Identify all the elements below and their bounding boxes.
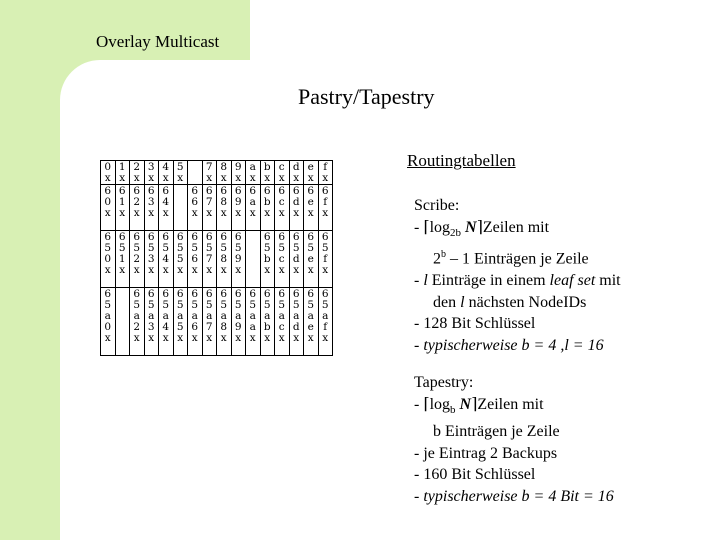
scribe-line-4-a: den [433,293,461,311]
log-subscript: b [450,403,456,416]
routing-table [100,160,333,356]
routing-table-cell: 6 5 3 x [144,231,159,288]
scribe-line-3-a: - [414,272,424,290]
routing-table-cell: f x [318,161,333,185]
routing-table-row [101,185,333,231]
routing-table-cell: 0 x [101,161,116,185]
routing-table-cell: 6 f x [318,185,333,231]
routing-table-cell: a x [246,161,261,185]
routing-table-cell: 6 5 e x [304,231,319,288]
tapestry-line-1 [414,394,614,422]
routing-table-cell: 7 x [202,161,217,185]
n-symbol: N [459,395,472,413]
routing-table-row [101,231,333,288]
routing-table-cell: 6 5 a 5 x [173,288,188,356]
routing-table-cell: 6 0 x [101,185,116,231]
ceil-right-symbol: ⌉ [476,218,483,236]
routing-table-grid [100,160,333,356]
routing-table-cell: 6 5 a 7 x [202,288,217,356]
routing-table-cell: 6 5 a 8 x [217,288,232,356]
routing-table-cell: 6 5 6 x [188,231,203,288]
routing-table-cell: 6 5 f x [318,231,333,288]
routing-table-cell: 6 5 a d x [289,288,304,356]
routing-table-cell: 6 5 a 6 x [188,288,203,356]
routing-table-cell: 6 5 5 x [173,231,188,288]
routing-table-cell: 6 5 8 x [217,231,232,288]
routing-table-cell: 6 a x [246,185,261,231]
routing-table-cell: 6 6 x [188,185,203,231]
slide-title: Pastry/Tapestry [298,84,435,109]
routing-table-cell: 6 d x [289,185,304,231]
scribe-section [414,195,621,356]
scribe-line-2-rest: – 1 Einträgen je Zeile [446,250,589,268]
routing-table-cell: 6 4 x [159,185,174,231]
power-base: 2 [433,250,441,268]
scribe-line-1 [414,217,621,245]
tapestry-line-3: - je Eintrag 2 Backups [414,444,558,462]
routing-table-row [101,161,333,185]
routing-table-cell: 6 3 x [144,185,159,231]
routing-table-cell: 6 5 d x [289,231,304,288]
ceil-right-symbol: ⌉ [471,395,478,413]
routing-table-cell: 6 5 a 4 x [159,288,174,356]
scribe-line-6-a: - [414,336,424,354]
power-exponent: b [441,249,446,261]
routing-table-cell: 6 5 a e x [304,288,319,356]
routing-table-cell: 6 5 a 9 x [231,288,246,356]
routing-table-cell: 5 x [173,161,188,185]
routing-table-cell: 6 5 a b x [260,288,275,356]
routing-table-cell: 1 x [115,161,130,185]
routing-table-row [101,288,333,356]
scribe-line-6 [414,335,621,357]
log-text: log [429,395,451,413]
tapestry-line-1-prefix: - [414,395,424,413]
scribe-line-3-b: Einträge in einem [427,272,550,290]
routing-table-cell: 6 5 1 x [115,231,130,288]
routingtabellen-heading: Routingtabellen [407,151,516,170]
n-symbol: N [465,218,477,236]
tapestry-title: Tapestry: [414,374,474,391]
routing-table-cell: b x [260,161,275,185]
tapestry-section [414,372,614,507]
ceil-left-symbol: ⌈ [423,218,430,236]
routing-table-cell: d x [289,161,304,185]
routing-table-cell: 6 5 a 0 x [101,288,116,356]
scribe-line-4 [414,292,621,314]
tapestry-line-4: - 160 Bit Schlüssel [414,466,536,484]
l-symbol: l [423,272,428,290]
routing-table-cell: 8 x [217,161,232,185]
leaf-set-term: leaf set [549,272,596,290]
routing-table-cell: 6 5 a c x [275,288,290,356]
routing-table-cell: 6 2 x [130,185,145,231]
routing-table-cell: 6 5 b x [260,231,275,288]
routing-table-cell: 4 x [159,161,174,185]
tapestry-line-5 [414,486,614,508]
routing-table-cell: 6 5 a 3 x [144,288,159,356]
scribe-line-6-b: typischerweise b = 4 ,l = 16 [423,336,604,354]
routing-table-cell: 6 5 a a x [246,288,261,356]
routing-table-cell: 6 7 x [202,185,217,231]
scribe-line-3 [414,270,621,292]
log-subscript: 2b [450,226,462,239]
scribe-line-2 [414,244,621,270]
routing-table-cell: 6 c x [275,185,290,231]
tapestry-line-1-suffix: Zeilen mit [477,395,544,413]
routing-table-cell: 6 5 0 x [101,231,116,288]
routing-table-cell: 6 9 x [231,185,246,231]
routing-table-cell: 6 5 c x [275,231,290,288]
tapestry-line-5-a: - [414,487,424,505]
left-accent-band [0,0,60,540]
routing-table-cell: 6 1 x [115,185,130,231]
routing-table-cell: 6 8 x [217,185,232,231]
tapestry-line-2: b Einträgen je Zeile [433,423,560,441]
routing-table-cell: 6 b x [260,185,275,231]
log-text: log [429,218,451,236]
scribe-line-4-b: nächsten NodeIDs [464,293,587,311]
ceil-left-symbol: ⌈ [423,395,430,413]
routing-table-cell: 6 5 2 x [130,231,145,288]
tapestry-line-5-b: typischerweise b = 4 Bit = 16 [423,487,614,505]
routing-table-cell: 6 5 a f x [318,288,333,356]
scribe-line-1-prefix: - [414,218,424,236]
scribe-line-5: - 128 Bit Schlüssel [414,315,536,333]
header-title: Overlay Multicast [96,32,220,51]
routing-table-cell: 6 e x [304,185,319,231]
scribe-line-1-suffix: Zeilen mit [482,218,550,236]
routing-table-cell: 2 x [130,161,145,185]
routing-table-cell-empty [188,161,203,185]
routing-table-cell-empty [246,231,261,288]
routing-table-cell: c x [275,161,290,185]
routing-table-cell: 6 5 a 2 x [130,288,145,356]
routing-table-cell: 6 5 7 x [202,231,217,288]
routing-table-cell: 9 x [231,161,246,185]
routing-table-cell-empty [115,288,130,356]
routing-table-cell: 3 x [144,161,159,185]
l-symbol: l [460,293,465,311]
routing-table-cell: e x [304,161,319,185]
scribe-line-3-c: mit [595,272,621,290]
scribe-title: Scribe: [414,197,460,214]
routing-table-cell: 6 5 4 x [159,231,174,288]
routing-table-cell-empty [173,185,188,231]
routing-table-cell: 6 5 9 x [231,231,246,288]
